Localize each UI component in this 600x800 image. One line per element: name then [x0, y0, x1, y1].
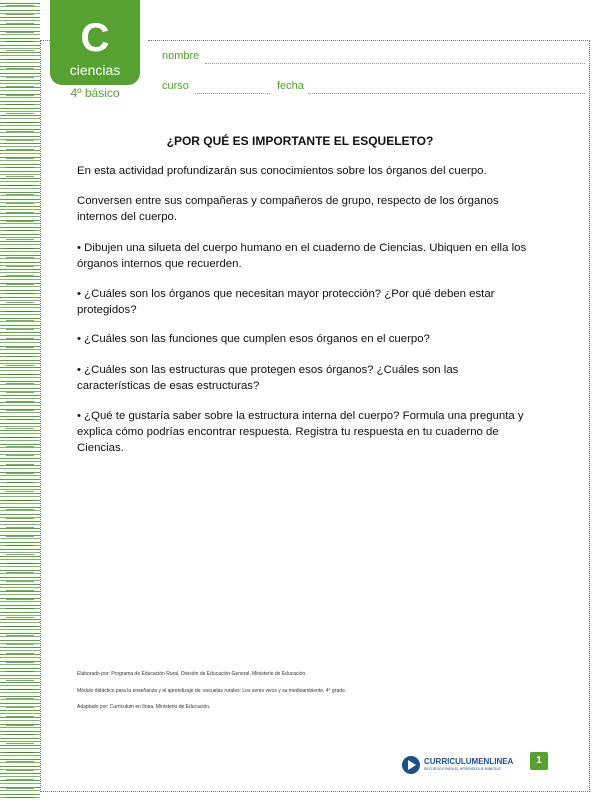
curriculum-brand-logo	[402, 756, 512, 776]
credits-module: Módulo didáctico para la enseñanza y el aprendizaje de: escuelas rurales: Los seres vivos y su medioambiente, 4° grado.	[77, 688, 347, 694]
name-label: nombre	[162, 50, 200, 62]
grade-label: 4º básico	[70, 86, 120, 100]
page-number-badge: 1	[530, 752, 548, 770]
brand-tagline: RECURSOS PARA EL APRENDIZAJE MINEDUC	[424, 767, 502, 771]
credits-elaborated: Elaborado por: Programa de Educación Rural, División de Educación General, Ministerio de Educación.	[77, 671, 307, 677]
date-label: fecha	[277, 80, 304, 92]
bullet-organ-functions: • ¿Cuáles son las funciones que cumplen esos órganos en el cuerpo?	[77, 333, 430, 345]
frame-top-right-edge	[148, 40, 588, 42]
bullet-protected-organs: • ¿Cuáles son los órganos que necesitan mayor protección? ¿Por qué deben estar protegidos?	[77, 288, 495, 316]
play-arrow-icon	[402, 756, 420, 774]
name-line	[205, 63, 585, 65]
logo-letter: C	[80, 16, 110, 60]
credits-adapted: Adaptado por: Curriculum en línea, Ministerio de Educación.	[77, 704, 211, 710]
frame-top-left-edge	[40, 40, 50, 42]
decorative-left-border-lines	[6, 0, 34, 800]
paragraph-discussion: Conversen entre sus compañeras y compañeros de grupo, respecto de los órganos internos del cuerpo.	[77, 195, 499, 223]
bullet-draw-silhouette: • Dibujen una silueta del cuerpo humano en el cuaderno de Ciencias. Ubiquen en ella los órganos internos que recuerden.	[77, 242, 527, 270]
logo-subject-name: ciencias	[69, 62, 121, 78]
course-label: curso	[162, 80, 189, 92]
paragraph-intro: En esta actividad profundizarán sus conocimientos sobre los órganos del cuerpo.	[77, 165, 487, 177]
subject-logo	[50, 0, 140, 85]
brand-name: CURRICULUMENLINEA	[424, 757, 514, 766]
worksheet-title: ¿POR QUÉ ES IMPORTANTE EL ESQUELETO?	[166, 134, 434, 148]
course-line	[195, 93, 270, 95]
date-line	[308, 93, 585, 95]
bullet-formulate-question: • ¿Qué te gustaría saber sobre la estructura interna del cuerpo? Formula una pregunta y explica cómo podrías encontrar respuesta. Registra tu respuesta en tu cuaderno de Ciencias.	[77, 410, 524, 454]
bullet-protective-structures: • ¿Cuáles son las estructuras que protegen esos órganos? ¿Cuáles son las características de esas estructuras?	[77, 364, 459, 392]
frame-bottom-edge	[40, 791, 588, 793]
